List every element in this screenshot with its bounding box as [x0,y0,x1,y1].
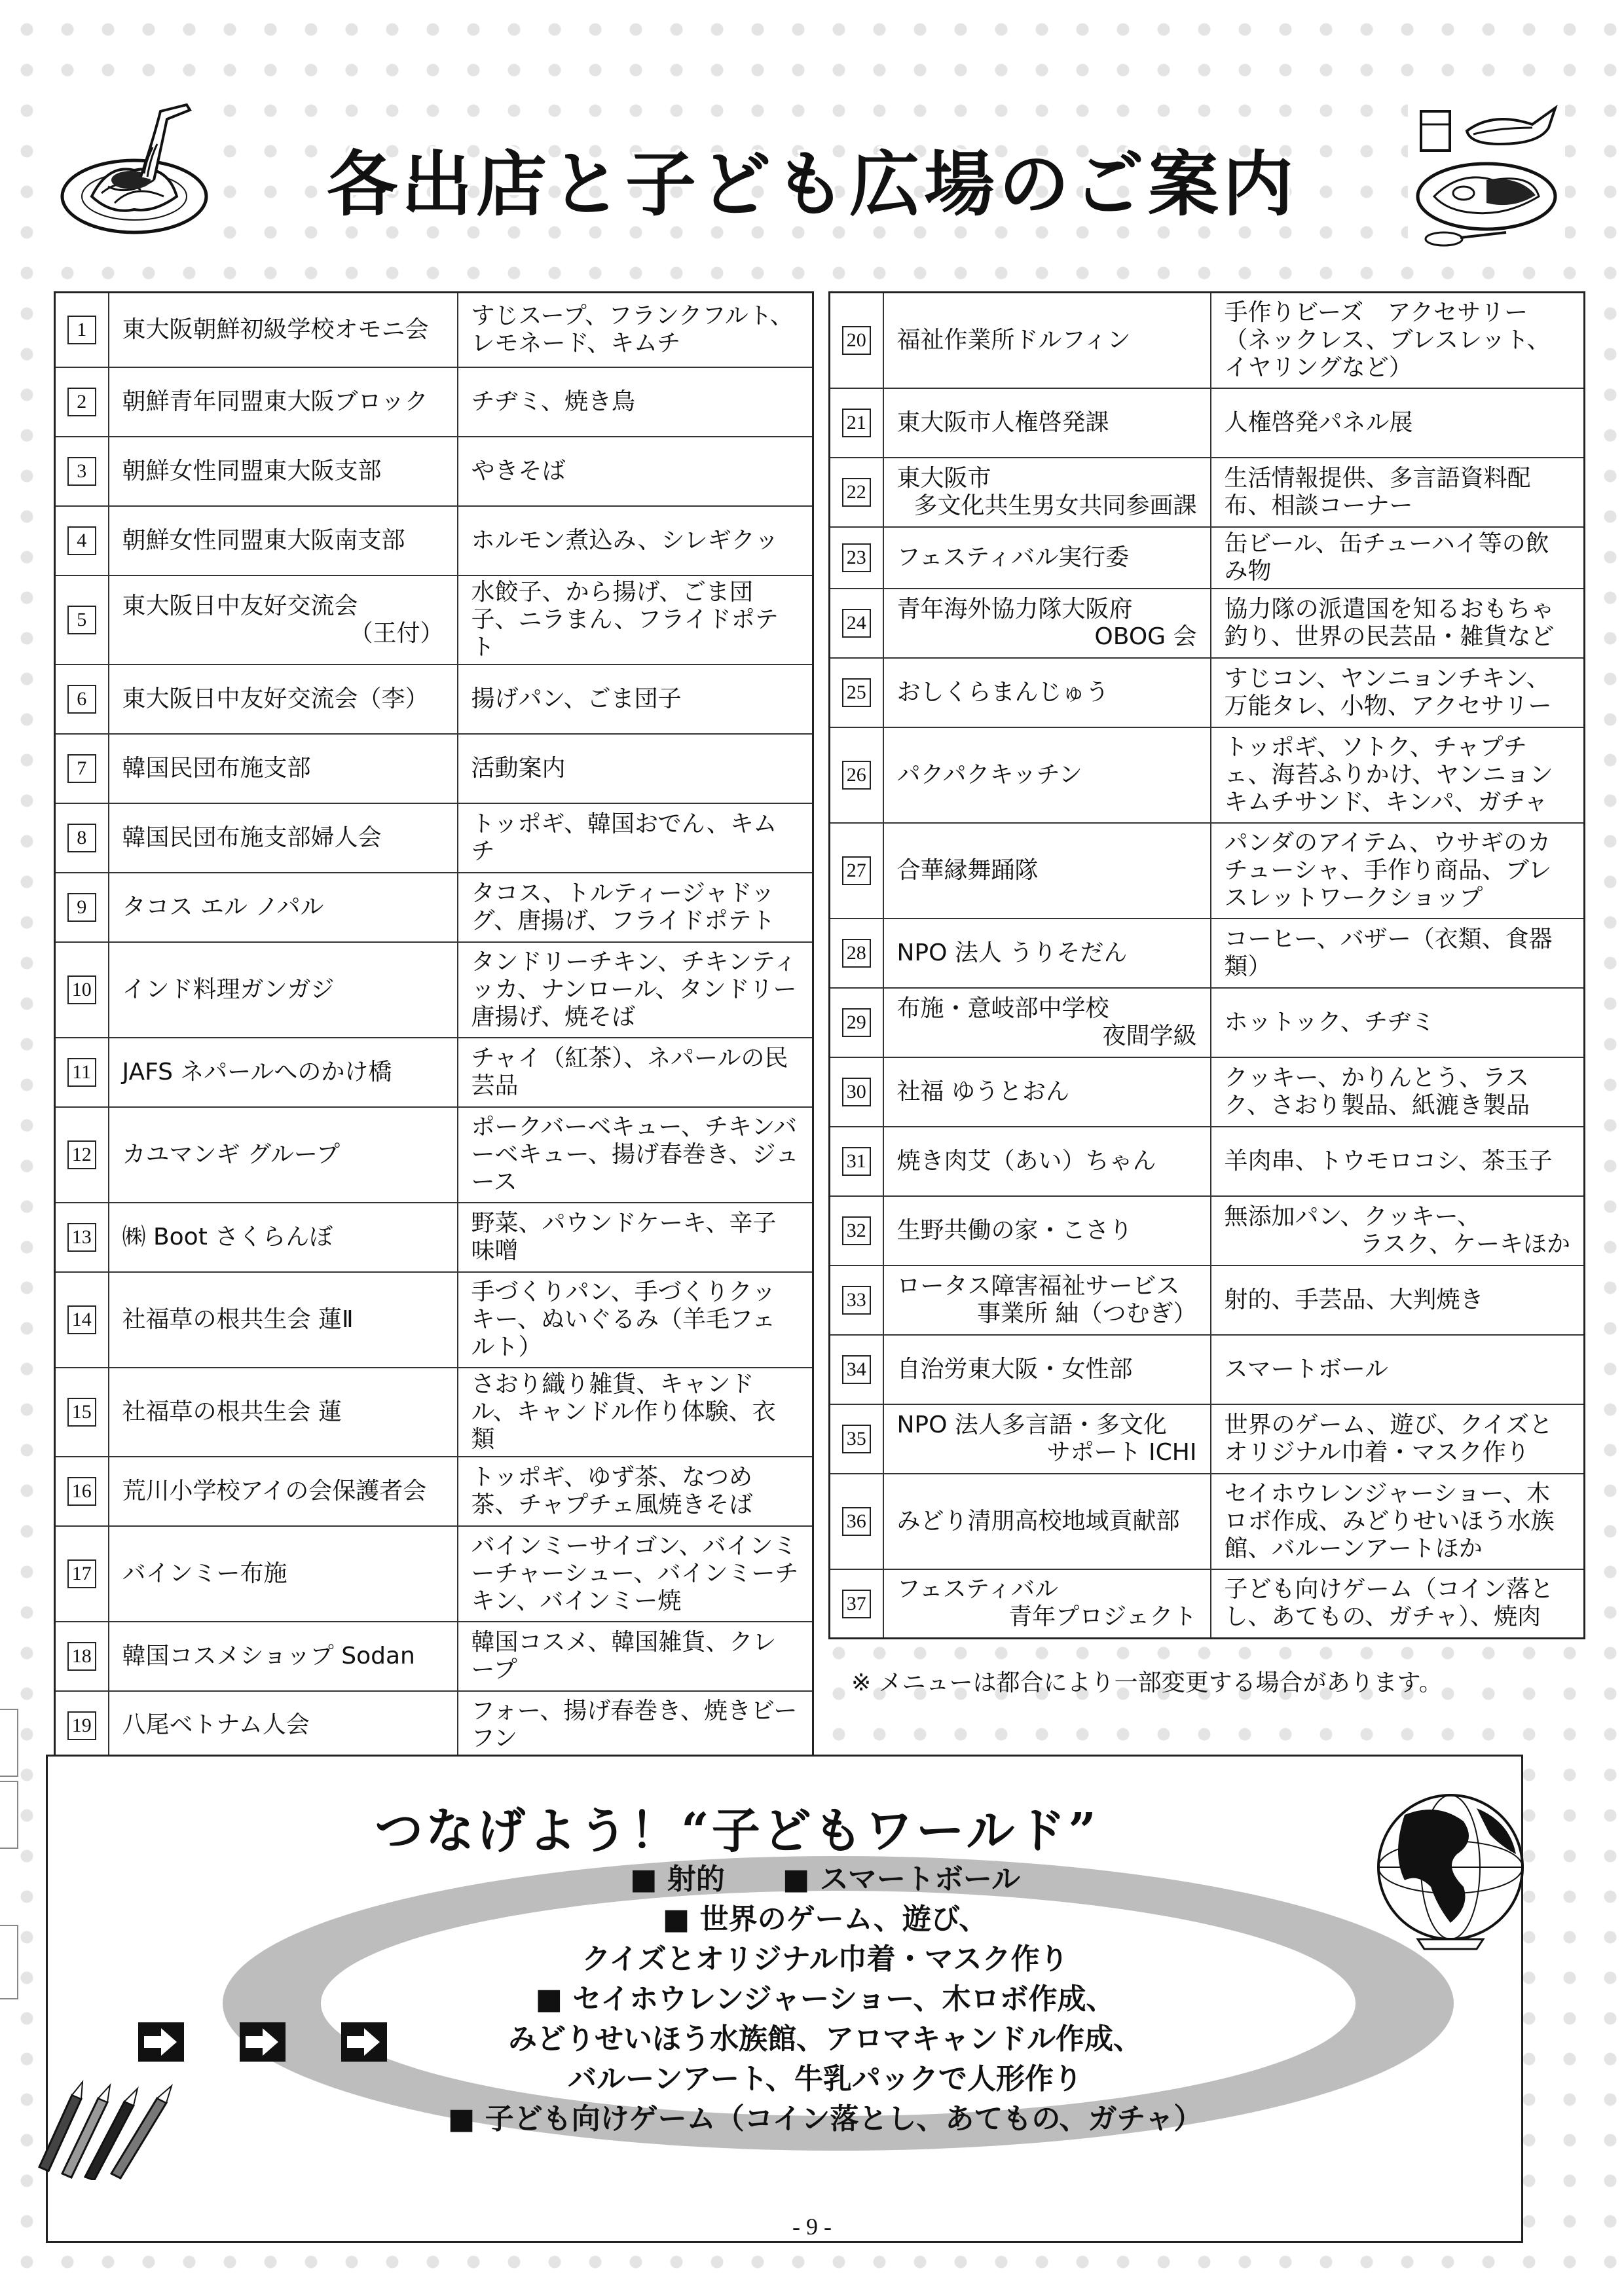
table-row [55,803,813,873]
row-number-cell [830,1057,883,1127]
table-row [55,1368,813,1457]
pencils-icon [26,2069,177,2180]
row-number-cell [55,734,109,803]
row-number: 15 [67,1398,96,1427]
row-number: 20 [842,326,871,355]
table-row [830,527,1585,589]
menu-cell [458,437,813,506]
kids-world-title: つなげよう！“子どもワールド” [375,1803,1099,1859]
row-number-cell [55,873,109,942]
row-number-cell [830,988,883,1057]
row-number: 7 [67,754,96,783]
table-row [830,1057,1585,1127]
menu-cell [458,1622,813,1691]
row-number: 11 [67,1058,96,1087]
shop-name: 合華縁舞踊隊 [896,856,1039,884]
row-number-cell [55,293,109,367]
menu-cell [1211,1266,1585,1335]
shop-name: 韓国民団布施支部婦人会 [122,824,382,851]
row-number-cell [830,1404,883,1474]
shop-name: 生野共働の家・こさり [896,1216,1133,1244]
row-number-cell [55,1038,109,1107]
shop-name-cell [109,1272,458,1368]
side-tab [0,1709,18,1777]
row-number: 33 [842,1286,871,1315]
row-number: 29 [842,1008,871,1037]
arrow-right-icon [138,2022,185,2062]
row-number: 18 [67,1642,96,1671]
shop-name-sub: 多文化共生男女共同参画課 [913,492,1197,519]
menu-cell [1211,988,1585,1057]
shop-name-cell [883,727,1211,823]
shop-name-cell [109,734,458,803]
menu-text: トッポギ、ゆず茶、なつめ茶、チャプチェ風焼きそば [471,1463,753,1518]
menu-cell [1211,1057,1585,1127]
shop-name-cell [109,665,458,734]
menu-text: トッポギ、韓国おでん、キムチ [471,810,777,865]
menu-text: フォー、揚げ春巻き、焼きビーフン [471,1698,798,1753]
menu-cell [1211,1474,1585,1569]
row-number-cell [55,437,109,506]
row-number: 14 [67,1305,96,1334]
shop-name-cell [883,1127,1211,1196]
row-number-cell [55,1107,109,1203]
row-number-cell [830,293,883,388]
shop-name: 東大阪市 [896,464,991,492]
shop-name: ロータス障害福祉サービス [896,1272,1180,1300]
table-row [830,458,1585,527]
shop-name: 社福 ゆうとおん [896,1078,1069,1105]
row-number-cell [830,527,883,589]
row-number: 25 [842,678,871,707]
shop-name: バインミー布施 [122,1559,287,1587]
row-number: 4 [67,526,96,555]
page-title: 各出店と子ども広場のご案内 [326,143,1297,226]
menu-text: 子ども向けゲーム（コイン落とし、あてもの、ガチャ）、焼肉 [1224,1576,1554,1631]
shop-name-sub: OBOG 会 [1094,623,1197,650]
row-number-cell [55,367,109,437]
shop-name-cell [109,506,458,575]
row-number: 10 [67,975,96,1004]
row-number: 9 [67,893,96,922]
row-number-cell [830,388,883,458]
menu-text: 無添加パン、クッキー、 [1224,1203,1481,1230]
shop-name: 自治労東大阪・女性部 [896,1355,1133,1383]
row-number-cell [55,1622,109,1691]
menu-text: ホットック、チヂミ [1224,1008,1435,1036]
shop-name: JAFS ネパールへのかけ橋 [122,1058,392,1085]
shop-name: 福祉作業所ドルフィン [896,326,1131,354]
menu-text: 揚げパン、ごま団子 [471,685,682,712]
menu-text: 生活情報提供、多言語資料配布、相談コーナー [1224,464,1531,519]
row-number: 17 [67,1559,96,1588]
shop-name-cell [109,1526,458,1622]
row-number-cell [55,665,109,734]
menu-cell [458,1203,813,1272]
kids-line: ■ 世界のゲーム、遊び、 [662,1903,988,1936]
shop-name: 東大阪日中友好交流会 [122,592,358,619]
table-row [830,589,1585,658]
table-row [830,1196,1585,1266]
row-number: 32 [842,1216,871,1245]
table-row [830,988,1585,1057]
row-number: 1 [67,316,96,344]
page-number: - 9 - [792,2214,832,2240]
table-row [55,1203,813,1272]
menu-text: スマートボール [1224,1355,1389,1383]
menu-cell [458,873,813,942]
menu-text: ポークバーベキュー、チキンバーベキュー、揚げ春巻き、ジュース [471,1113,799,1195]
table-row [830,1266,1585,1335]
row-number: 35 [842,1425,871,1453]
kids-line: みどりせいほう水族館、アロマキャンドル作成、 [508,2022,1142,2056]
menu-text: セイホウレンジャーショー、木ロボ作成、みどりせいほう水族館、バルーンアートほか [1224,1480,1555,1562]
row-number: 27 [842,856,871,885]
row-number: 12 [67,1140,96,1169]
shop-name: 東大阪市人権啓発課 [896,409,1109,436]
shop-name-cell [109,575,458,665]
menu-cell [1211,919,1585,988]
menu-text: 射的、手芸品、大判焼き [1224,1286,1484,1313]
menu-text: 活動案内 [471,754,566,782]
table-row [55,873,813,942]
menu-cell [458,1272,813,1368]
row-number-cell [830,1335,883,1404]
shop-name: 東大阪朝鮮初級学校オモニ会 [122,316,429,343]
shop-name-cell [883,919,1211,988]
shop-name: 朝鮮女性同盟東大阪支部 [122,457,382,484]
kids-line: バルーンアート、牛乳パックで人形作り [568,2062,1082,2096]
shop-name: フェスティバル実行委 [896,543,1130,571]
menu-cell [458,293,813,367]
row-number-cell [830,919,883,988]
menu-text: 世界のゲーム、遊び、クイズとオリジナル巾着・マスク作り [1224,1411,1553,1466]
row-number-cell [55,942,109,1038]
shop-name: NPO 法人多言語・多文化 [896,1411,1167,1438]
menu-text: 羊肉串、トウモロコシ、茶玉子 [1224,1147,1553,1175]
row-number: 37 [842,1590,871,1618]
table-row [830,919,1585,988]
row-number-cell [55,1203,109,1272]
row-number: 5 [67,606,96,634]
shop-name-cell [883,1057,1211,1127]
shop-name: 韓国民団布施支部 [122,754,311,782]
menu-text-sub: ラスク、ケーキほか [1359,1230,1570,1258]
menu-cell [1211,1569,1585,1639]
menu-text: ホルモン煮込み、シレギクッ [471,526,779,554]
row-number: 30 [842,1078,871,1106]
table-row [830,658,1585,727]
table-row [830,727,1585,823]
menu-text: すじスープ、フランクフルト、レモネード、キムチ [471,302,794,357]
menu-cell [458,506,813,575]
row-number: 13 [67,1223,96,1252]
menu-text: トッポギ、ソトク、チャプチェ、海苔ふりかけ、ヤンニョンキムチサンド、キンパ、ガチャ [1224,733,1553,816]
shop-name: 韓国コスメショップ Sodan [122,1642,415,1669]
row-number-cell [830,658,883,727]
shop-name-cell [109,437,458,506]
table-row [830,823,1585,919]
shop-name: 東大阪日中友好交流会（李） [122,685,429,712]
menu-text: チャイ（紅茶）、ネパールの民芸品 [471,1044,788,1099]
shop-name-cell [883,527,1211,589]
shop-name-cell [109,293,458,367]
shop-table-right [828,291,1585,1639]
table-row [55,1038,813,1107]
menu-text: バインミーサイゴン、バインミーチャーシュー、バインミーチキン、バインミー焼 [471,1532,799,1614]
shop-table-left [54,291,814,1761]
menu-cell [1211,589,1585,658]
shop-name: タコス エル ノパル [122,893,324,920]
menu-cell [1211,527,1585,589]
shop-name-cell [883,1196,1211,1266]
menu-cell [458,734,813,803]
row-number-cell [55,1691,109,1760]
table-row [55,1622,813,1691]
table-row [55,1457,813,1526]
shop-name-cell [883,1404,1211,1474]
menu-cell [458,665,813,734]
shop-name-cell [883,589,1211,658]
side-tab [0,1925,18,1999]
menu-text: 水餃子、から揚げ、ごま団子、ニラまん、フライドポテト [471,578,779,661]
menu-text: タンドリーチキン、チキンティッカ、ナンロール、タンドリー唐揚げ、焼そば [471,948,798,1030]
table-row [55,506,813,575]
kids-world-list [341,1859,1310,2139]
shop-name-sub: 事業所 紬（つむぎ） [977,1300,1197,1327]
row-number: 34 [842,1355,871,1384]
shop-name: 朝鮮青年同盟東大阪ブロック [122,388,428,415]
row-number-cell [830,1474,883,1569]
shop-name-cell [109,1622,458,1691]
shop-name-cell [883,1266,1211,1335]
menu-text: さおり織り雑貨、キャンドル、キャンドル作り体験、衣類 [471,1370,776,1453]
shop-name: パクパクキッチン [896,761,1082,788]
menu-cell [1211,1127,1585,1196]
shop-name-cell [109,803,458,873]
shop-name-cell [883,823,1211,919]
shop-name: フェスティバル [896,1576,1059,1603]
shop-name-sub: 青年プロジェクト [1008,1603,1197,1631]
table-row [55,293,813,367]
row-number: 36 [842,1507,871,1536]
menu-text: タコス、トルティージャドッグ、唐揚げ、フライドポテト [471,879,775,934]
menu-cell [458,367,813,437]
table-row [830,388,1585,458]
shop-name: 布施・意岐部中学校 [896,994,1109,1022]
menu-text: チヂミ、焼き鳥 [471,388,636,415]
row-number-cell [830,1569,883,1639]
menu-text: パンダのアイテム、ウサギのカチューシャ、手作り商品、ブレスレットワークショップ [1224,829,1552,911]
arrow-right-icon [239,2022,286,2062]
menu-cell [1211,1335,1585,1404]
shop-name: 八尾ベトナム人会 [122,1711,310,1739]
shop-name-cell [883,1474,1211,1569]
shop-name: 朝鮮女性同盟東大阪南支部 [122,526,405,554]
row-number: 8 [67,824,96,852]
row-number-cell [830,823,883,919]
menu-cell [458,1691,813,1760]
table-row [55,1691,813,1760]
row-number-cell [830,727,883,823]
menu-text: 人権啓発パネル展 [1224,409,1413,436]
menu-text: すじコン、ヤンニョンチキン、万能タレ、小物、アクセサリー [1224,665,1552,720]
row-number-cell [55,1368,109,1457]
shop-name-cell [883,1569,1211,1639]
shop-name-cell [883,458,1211,527]
row-number: 19 [67,1711,96,1740]
shop-name-cell [109,1203,458,1272]
shop-name: 社福草の根共生会 蓮Ⅱ [122,1305,354,1333]
menu-text: 野菜、パウンドケーキ、辛子味噌 [471,1209,777,1264]
menu-cell [458,803,813,873]
table-row [55,575,813,665]
table-row [55,942,813,1038]
row-number: 22 [842,478,871,507]
menu-cell [1211,388,1585,458]
shop-name: みどり清朋高校地域貢献部 [896,1507,1180,1535]
menu-text: 韓国コスメ、韓国雑貨、クレープ [471,1628,777,1683]
row-number-cell [55,506,109,575]
table-row [55,1272,813,1368]
shop-name-sub: サポート ICHI [1046,1438,1197,1466]
table-row [55,1107,813,1203]
table-row [830,293,1585,388]
table-row [55,665,813,734]
row-number: 23 [842,543,871,572]
row-number-cell [55,1526,109,1622]
shop-name: 社福草の根共生会 蓮 [122,1398,342,1425]
shop-name-cell [109,367,458,437]
kids-line: クイズとオリジナル巾着・マスク作り [581,1942,1069,1976]
menu-text: 手づくりパン、手づくりクッキー、ぬいぐるみ（羊毛フェルト） [471,1278,776,1360]
row-number: 31 [842,1147,871,1176]
table-row [830,1569,1585,1639]
row-number: 6 [67,685,96,714]
menu-cell [1211,727,1585,823]
menu-text: やきそば [471,457,566,484]
menu-cell [458,1457,813,1526]
row-number: 21 [842,409,871,437]
shop-name-cell [109,1368,458,1457]
menu-cell [458,1107,813,1203]
row-number: 16 [67,1477,96,1506]
shop-name-sub: 夜間学級 [1102,1022,1197,1049]
shop-name: 荒川小学校アイの会保護者会 [122,1477,427,1504]
menu-cell [1211,293,1585,388]
shop-name-cell [883,988,1211,1057]
menu-cell [458,1038,813,1107]
shop-name: おしくらまんじゅう [896,678,1109,706]
table-row [55,734,813,803]
menu-text: 手作りビーズ アクセサリー（ネックレス、ブレスレット、イヤリングなど） [1224,299,1551,381]
shop-name-cell [883,293,1211,388]
shop-name: 焼き肉艾（あい）ちゃん [896,1147,1156,1175]
row-number-cell [55,1272,109,1368]
shop-name-cell [109,1457,458,1526]
shop-name: インド料理ガンガジ [122,975,335,1003]
shop-name: ㈱ Boot さくらんぼ [122,1223,333,1250]
shop-name-cell [109,1107,458,1203]
row-number-cell [830,458,883,527]
table-row [55,437,813,506]
shop-name: NPO 法人 うりそだん [896,939,1128,966]
shop-name-cell [883,388,1211,458]
table-row [830,1474,1585,1569]
row-number-cell [55,803,109,873]
kids-line: ■ セイホウレンジャーショー、木ロボ作成、 [535,1982,1115,2016]
table-row [830,1404,1585,1474]
shop-name: 青年海外協力隊大阪府 [896,595,1133,623]
shop-name: カユマンギ グループ [122,1140,341,1168]
row-number-cell [830,1127,883,1196]
menu-cell [458,1368,813,1457]
shop-name-cell [883,1335,1211,1404]
shop-name-cell [883,658,1211,727]
row-number-cell [830,589,883,658]
shop-name-cell [109,942,458,1038]
menu-text: コーヒー、バザー（衣類、食器類） [1224,925,1553,980]
row-number-cell [830,1196,883,1266]
menu-cell [1211,1404,1585,1474]
shop-name-cell [109,873,458,942]
table-row [55,1526,813,1622]
menu-text: 缶ビール、缶チューハイ等の飲み物 [1224,530,1549,585]
menu-text: クッキー、かりんとう、ラスク、さおり製品、紙漉き製品 [1224,1064,1530,1119]
shop-name-sub: （王付） [349,619,444,647]
table-row [830,1127,1585,1196]
table-row [55,367,813,437]
row-number-cell [830,1266,883,1335]
row-number: 24 [842,609,871,638]
menu-cell [458,575,813,665]
menu-cell [1211,458,1585,527]
row-number: 26 [842,761,871,790]
shop-name-cell [109,1038,458,1107]
shop-name-cell [109,1691,458,1760]
row-number: 28 [842,939,871,968]
menu-cell [1211,658,1585,727]
menu-cell [1211,1196,1585,1266]
kids-line: ■ 射的 ■ スマートボール [629,1863,1021,1896]
row-number-cell [55,1457,109,1526]
menu-cell [458,942,813,1038]
menu-cell [458,1526,813,1622]
menu-change-note: ※ メニューは都合により一部変更する場合があります。 [851,1669,1443,1696]
menu-cell [1211,823,1585,919]
kids-line: ■ 子ども向けゲーム（コイン落とし、あてもの、ガチャ） [447,2102,1203,2136]
row-number-cell [55,575,109,665]
menu-text: 協力隊の派遣国を知るおもちゃ釣り、世界の民芸品・雑貨など [1224,595,1555,650]
row-number: 3 [67,457,96,486]
row-number: 2 [67,388,96,416]
table-row [830,1335,1585,1404]
